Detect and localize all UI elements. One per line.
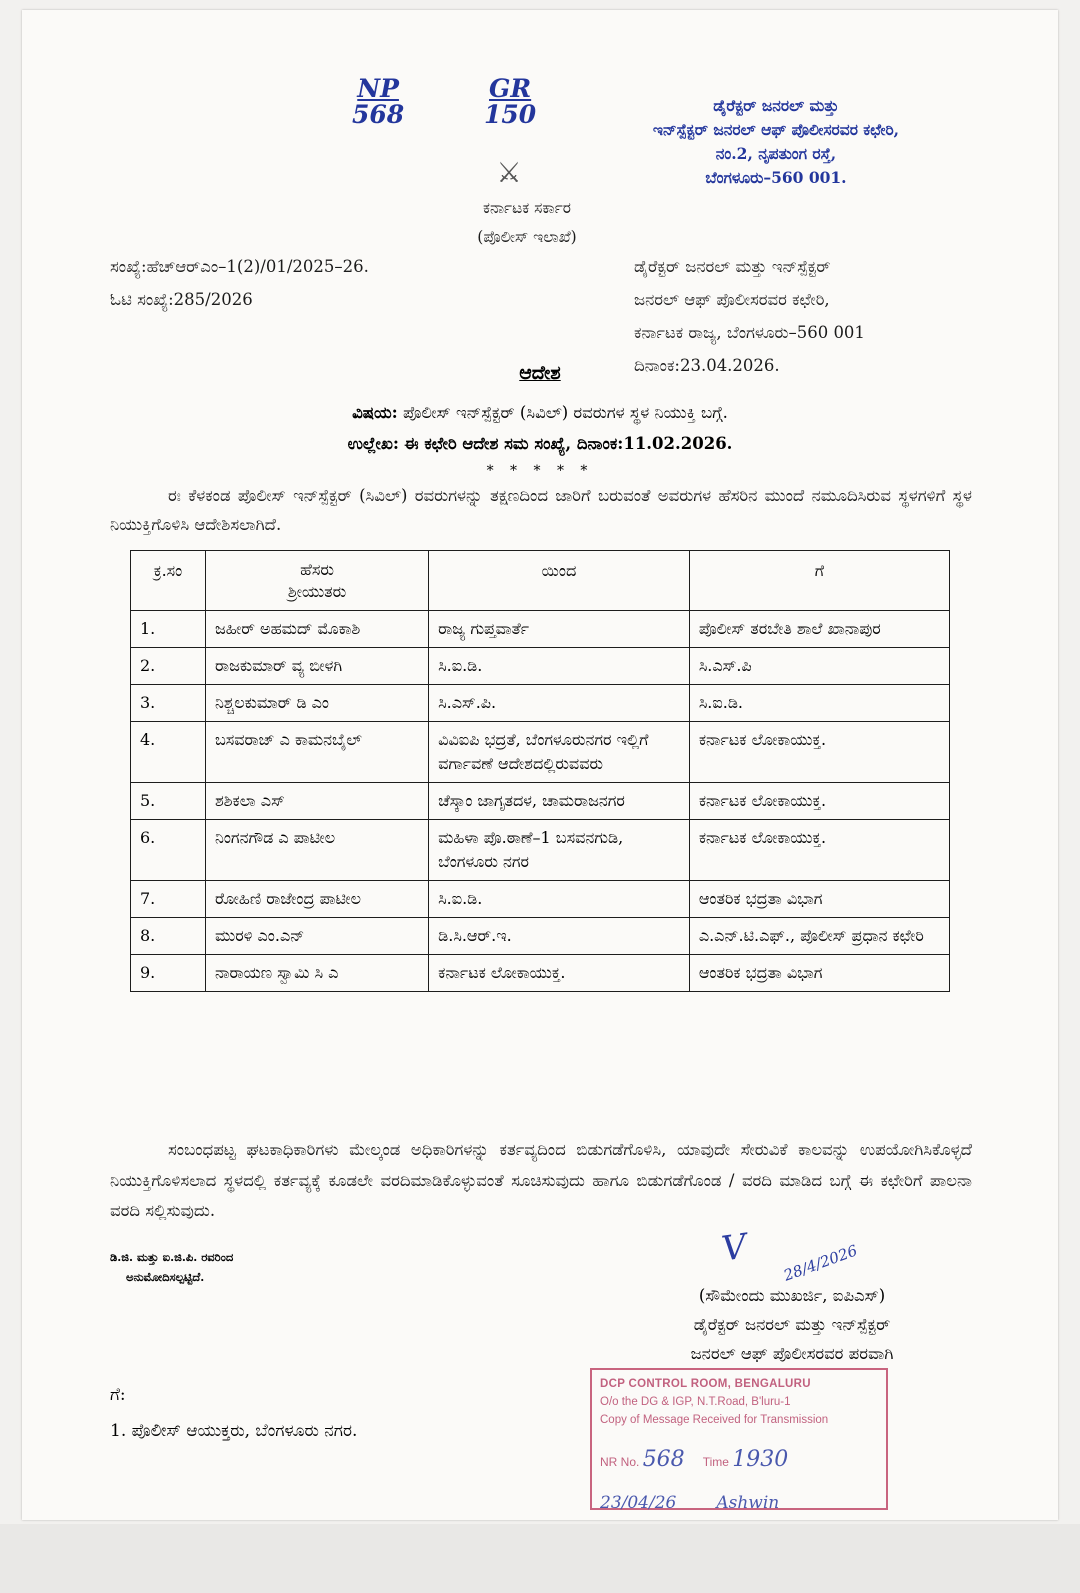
- stamp-time-field: [703, 1443, 789, 1477]
- address-line-1: ಡೈರೆಕ್ಟರ್ ಜನರಲ್ ಮತ್ತು: [713, 96, 839, 115]
- table-row: [131, 685, 950, 722]
- page-title: ಆದೇಶ: [519, 362, 561, 384]
- issuing-office-line-3: ಕರ್ನಾಟಕ ರಾಜ್ಯ, ಬೆಂಗಳೂರು–560 001: [634, 323, 865, 342]
- stamp-purpose-line: Copy of Message Received for Transmission: [600, 1413, 829, 1426]
- cell-sl: 4.: [131, 722, 206, 783]
- cell-sl: 1.: [131, 611, 206, 648]
- table-row: [131, 820, 950, 881]
- cell-name: ನಿಶ್ಚಲಕುಮಾರ್ ಡಿ ಎಂ: [205, 685, 428, 722]
- column-header-sl: ಕ್ರ.ಸಂ: [131, 551, 206, 611]
- separator-stars: * * * * *: [486, 463, 594, 480]
- cell-to: ಕರ್ನಾಟಕ ಲೋಕಾಯುಕ್ತ.: [689, 783, 949, 820]
- cell-sl: 7.: [131, 881, 206, 918]
- table-row: [131, 722, 950, 783]
- column-header-name-line1: ಹೆಸರು: [300, 560, 334, 579]
- handwritten-file-number-np: NP 568: [352, 74, 405, 130]
- stamp-bottom-row: [600, 1490, 878, 1516]
- stamp-operator-signature: Ashwin: [716, 1492, 780, 1513]
- cell-to: ಕರ್ನಾಟಕ ಲೋಕಾಯುಕ್ತ.: [689, 722, 949, 783]
- cell-from: ಸಿ.ಐ.ಡಿ.: [429, 881, 690, 918]
- address-line-2: ಇನ್‌ಸ್ಪೆಕ್ಟರ್ ಜನರಲ್ ಆಫ್ ಪೊಲೀಸರವರ ಕಛೇರಿ,: [652, 120, 900, 140]
- table-row: [131, 611, 950, 648]
- reference-line: [22, 429, 1058, 460]
- cell-to: ಆಂತರಿಕ ಭದ್ರತಾ ವಿಭಾಗ: [689, 881, 949, 918]
- signatory-designation-line-1: ಡೈರೆಕ್ಟರ್ ಜನರಲ್ ಮತ್ತು ಇನ್‌ಸ್ಪೆಕ್ಟರ್: [693, 1314, 891, 1334]
- left-reference-block: [110, 250, 369, 316]
- cell-name: ರೋಹಿಣಿ ರಾಜೇಂದ್ರ ಪಾಟೀಲ: [205, 881, 428, 918]
- cell-name: ಜಹೀರ್ ಅಹಮದ್ ಮೊಕಾಶಿ: [205, 611, 428, 648]
- reference-text: ಈ ಕಛೇರಿ ಆದೇಶ ಸಮ ಸಂಖ್ಯೆ, ದಿನಾಂಕ:11.02.2026.: [404, 433, 733, 453]
- cell-name: ಮುರಳಿ ಎಂ.ಎನ್: [205, 918, 428, 955]
- reference-label: ಉಲ್ಲೇಖ:: [347, 433, 400, 453]
- stamp-fields: [600, 1443, 878, 1477]
- approval-note-line-1: ಡಿ.ಜಿ. ಮತ್ತು ಐ.ಜಿ.ಪಿ. ರವರಿಂದ: [110, 1250, 234, 1264]
- address-line-3: ನಂ.2, ನೃಪತುಂಗ ರಸ್ತೆ,: [715, 144, 837, 164]
- cell-to: ಆಂತರಿಕ ಭದ್ರತಾ ವಿಭಾಗ: [689, 955, 949, 992]
- table-header-row: [131, 551, 950, 611]
- cell-sl: 5.: [131, 783, 206, 820]
- cell-to: ಸಿ.ಎಸ್.ಪಿ: [689, 648, 949, 685]
- subject-reference-block: [22, 398, 1058, 485]
- cell-name: ಶಶಿಕಲಾ ಎಸ್: [205, 783, 428, 820]
- cell-to: ಕರ್ನಾಟಕ ಲೋಕಾಯುಕ್ತ.: [689, 820, 949, 881]
- approval-note-line-2: ಅನುಮೋದಿಸಲ್ಪಟ್ಟಿದೆ.: [126, 1269, 205, 1284]
- table-row: [131, 881, 950, 918]
- cell-from: ವಿವಿಐಪಿ ಭದ್ರತೆ, ಬೆಂಗಳೂರುನಗರ ಇಲ್ಲಿಗೆ ವರ್ಗಾವಣೆ ಆದೇಶದಲ್ಲಿರುವವರು: [429, 722, 690, 783]
- addressee-block: [110, 1378, 357, 1449]
- cell-sl: 9.: [131, 955, 206, 992]
- transfer-posting-table: [130, 550, 950, 992]
- stamp-time-label: Time: [702, 1455, 729, 1470]
- cell-from: ಸಿ.ಎಸ್.ಪಿ.: [429, 685, 690, 722]
- column-header-to: ಗೆ: [689, 551, 949, 611]
- stamp-received-date: 23/04/26: [600, 1492, 677, 1513]
- ot-number: ಓಟಿ ಸಂಖ್ಯೆ:285/2026: [110, 290, 253, 309]
- subject-label: ವಿಷಯ:: [352, 403, 398, 422]
- cell-name: ರಾಜಕುಮಾರ್ ವ್ಯ ಬೀಳಗಿ: [205, 648, 428, 685]
- signatory-name: (ಸೌಮೇಂದು ಮುಖರ್ಜಿ, ಐಪಿಎಸ್): [698, 1286, 886, 1305]
- handwritten-file-number-gr: GR 150: [484, 74, 537, 130]
- signature-date-mark: 28/4/2026: [781, 1241, 860, 1285]
- cell-name: ಬಸವರಾಜ್ ಎ ಕಾಮನಬೈಲ್: [205, 722, 428, 783]
- closing-paragraph: ಸಂಬಂಧಪಟ್ಟ ಘಟಕಾಧಿಕಾರಿಗಳು ಮೇಲ್ಕಂಡ ಅಧಿಕಾರಿಗಳನ್ನು ಕರ್ತವ್ಯದಿಂದ ಬಿಡುಗಡೆಗೊಳಿಸಿ, ಯಾವುದೇ ಸೇರುವಿಕೆ ಕಾಲವನ್ನು ಉಪಯೋಗಿಸಿಕೊಳ್ಳದೆ ನಿಯುಕ್ತಿಗೊಳಿಸಲಾದ ಸ್ಥಳದಲ್ಲಿ ಕರ್ತವ್ಯಕ್ಕೆ ಕೂಡಲೇ ವರದಿಮಾಡಿಕೊಳ್ಳುವಂತೆ ಸೂಚಿಸುವುದು ಹಾಗೂ ಬಿಡುಗಡೆಗೊಂಡ / ವರದಿ ಮಾಡಿದ ಬಗ್ಗೆ ಈ ಕಛೇರಿಗೆ ಪಾಲನಾ ವರದಿ ಸಲ್ಲಿಸುವುದು.: [110, 1140, 972, 1221]
- table-row: [131, 955, 950, 992]
- column-header-from: ಯಿಂದ: [429, 551, 690, 611]
- cell-sl: 6.: [131, 820, 206, 881]
- government-heading: [412, 194, 642, 253]
- issuing-office-line-2: ಜನರಲ್ ಆಫ್ ಪೊಲೀಸರವರ ಕಛೇರಿ,: [634, 290, 830, 309]
- table-row: [131, 783, 950, 820]
- viewer-bottom-strip: [0, 1524, 1080, 1593]
- addressee-item-1: 1. ಪೊಲೀಸ್ ಆಯುಕ್ತರು, ಬೆಂಗಳೂರು ನಗರ.: [110, 1420, 358, 1441]
- stamp-nr-label: NR No.: [600, 1455, 640, 1470]
- cell-from: ಕರ್ನಾಟಕ ಲೋಕಾಯುಕ್ತ.: [429, 955, 690, 992]
- intro-paragraph: ರಃ ಕೆಳಕಂಡ ಪೊಲೀಸ್ ಇನ್‌ಸ್ಪೆಕ್ಟರ್ (ಸಿವಿಲ್) ರವರುಗಳನ್ನು ತಕ್ಷಣದಿಂದ ಜಾರಿಗೆ ಬರುವಂತೆ ಅವರುಗಳ ಹೆಸರಿನ ಮುಂದೆ ನಮೂದಿಸಿರುವ ಸ್ಥಳಗಳಿಗೆ ಸ್ಥಳ ನಿಯುಕ್ತಿಗೊಳಿಸಿ ಆದೇಶಿಸಲಾಗಿದೆ.: [110, 486, 972, 534]
- subject-line: [22, 398, 1058, 429]
- address-line-4: ಬೆಂಗಳೂರು–560 001.: [705, 168, 847, 188]
- order-date: ದಿನಾಂಕ:23.04.2026.: [634, 356, 780, 375]
- column-header-name-line2: ಶ್ರೀಯುತರು: [287, 581, 347, 601]
- cell-name: ನಾರಾಯಣ ಸ್ವಾಮಿ ಸಿ ಎ: [205, 955, 428, 992]
- signature-mark: V: [719, 1226, 750, 1270]
- cell-sl: 2.: [131, 648, 206, 685]
- cell-name: ನಿಂಗನಗೌಡ ಎ ಪಾಟೀಲ: [205, 820, 428, 881]
- cell-from: ಡಿ.ಸಿ.ಆರ್.ಇ.: [429, 918, 690, 955]
- approval-note: [110, 1248, 233, 1287]
- stamp-nr-value: 568: [642, 1447, 685, 1473]
- cell-sl: 8.: [131, 918, 206, 955]
- control-room-stamp: [590, 1368, 888, 1513]
- office-address-block: [566, 94, 986, 190]
- signatory-block: [582, 1282, 1002, 1369]
- file-number: ಸಂಖ್ಯೆ:ಹೆಚ್‌ಆರ್‌ಎಂ–1(2)/01/2025–26.: [110, 257, 369, 276]
- cell-sl: 3.: [131, 685, 206, 722]
- cell-to: ಸಿ.ಐ.ಡಿ.: [689, 685, 949, 722]
- government-line-2: (ಪೊಲೀಸ್ ಇಲಾಖೆ): [477, 228, 577, 247]
- issuing-office-line-1: ಡೈರೆಕ್ಟರ್ ಜನರಲ್ ಮತ್ತು ಇನ್‌ಸ್ಪೆಕ್ಟರ್: [634, 257, 831, 276]
- scanned-order-sheet: [22, 10, 1058, 1520]
- stamp-office-line: O/o the DG & IGP, N.T.Road, B'luru-1: [600, 1395, 791, 1408]
- stamp-time-value: 1930: [732, 1447, 789, 1473]
- addressee-label: ಗೆ:: [110, 1385, 126, 1405]
- stamp-title: DCP CONTROL ROOM, BENGALURU: [600, 1378, 811, 1390]
- cell-from: ಚೆಸ್ಕಾಂ ಜಾಗೃತದಳ, ಚಾಮರಾಜನಗರ: [429, 783, 690, 820]
- subject-text: ಪೊಲೀಸ್ ಇನ್‌ಸ್ಪೆಕ್ಟರ್ (ಸಿವಿಲ್) ರವರುಗಳ ಸ್ಥಳ ನಿಯುಕ್ತಿ ಬಗ್ಗೆ.: [402, 403, 728, 422]
- cell-from: ರಾಜ್ಯ ಗುಪ್ತವಾರ್ತೆ: [429, 611, 690, 648]
- cell-to: ಪೊಲೀಸ್ ತರಬೇತಿ ಶಾಲೆ ಖಾನಾಪುರ: [689, 611, 949, 648]
- cell-from: ಮಹಿಳಾ ಪೊ.ಠಾಣೆ–1 ಬಸವನಗುಡಿ, ಬೆಂಗಳೂರು ನಗರ: [429, 820, 690, 881]
- table-row: [131, 918, 950, 955]
- column-header-name: [205, 551, 428, 611]
- table-row: [131, 648, 950, 685]
- state-emblem-icon: ⚔: [496, 157, 522, 188]
- government-line-1: ಕರ್ನಾಟಕ ಸರ್ಕಾರ: [482, 199, 572, 217]
- stamp-nr-field: [600, 1443, 685, 1477]
- signatory-designation-line-2: ಜನರಲ್ ಆಫ್ ಪೊಲೀಸರವರ ಪರವಾಗಿ: [690, 1343, 894, 1363]
- cell-to: ಎ.ಎನ್.ಟಿ.ಎಫ್., ಪೊಲೀಸ್ ಪ್ರಧಾನ ಕಛೇರಿ: [689, 918, 949, 955]
- cell-from: ಸಿ.ಐ.ಡಿ.: [429, 648, 690, 685]
